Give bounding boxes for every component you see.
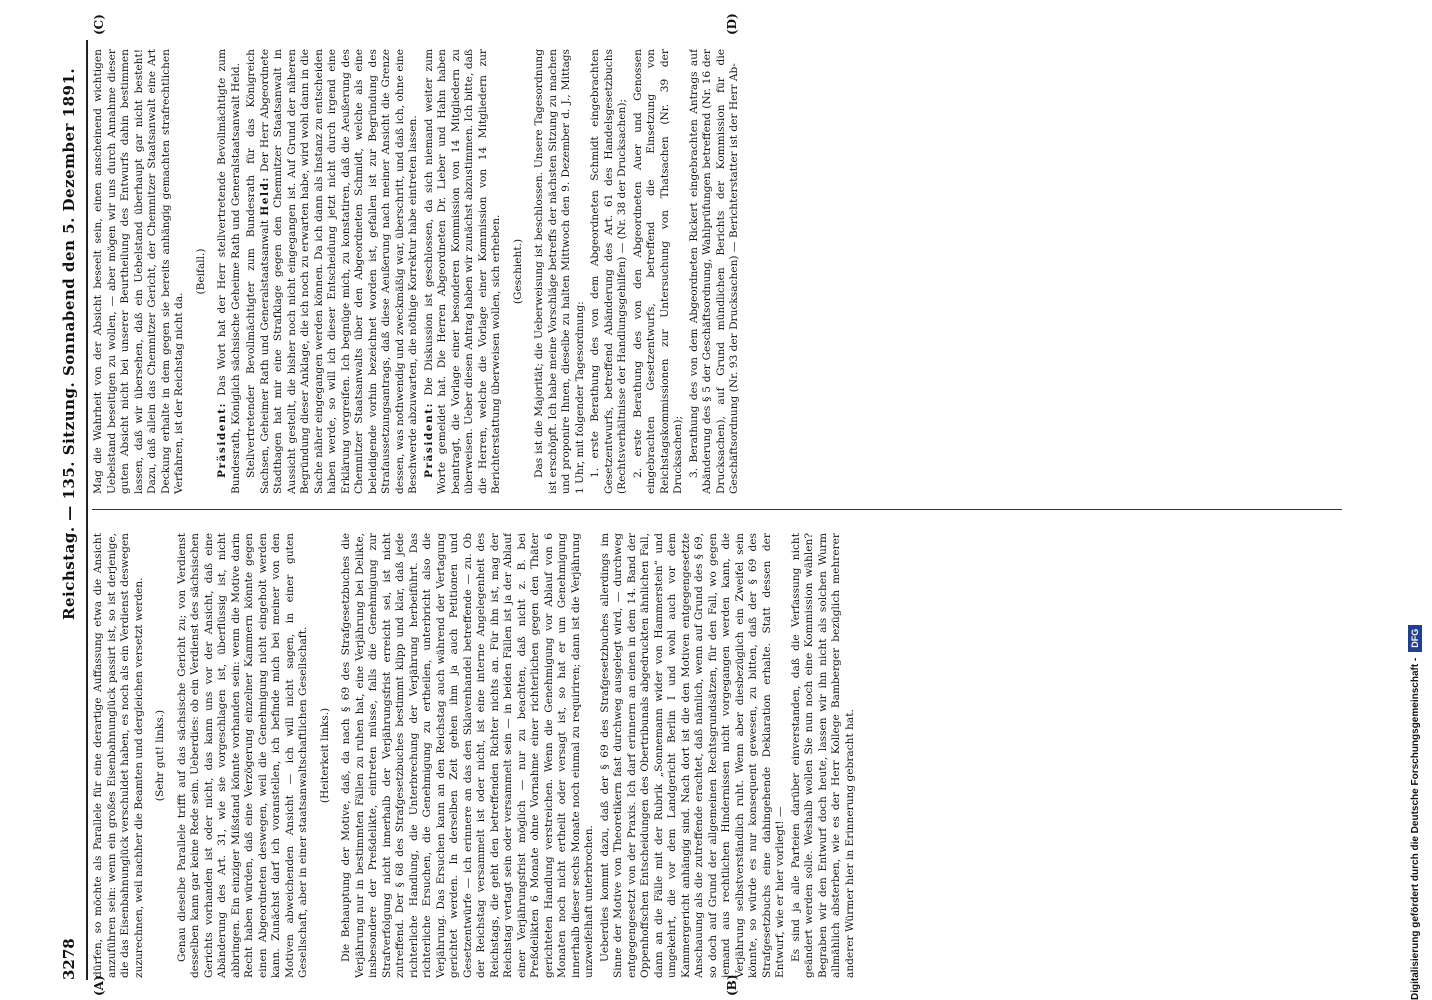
credit-text: Digitalisierung gefördert durch die Deutsche Forschungsgemeinschaft - bbox=[1410, 657, 1421, 1000]
paragraph: Das ist die Majorität; die Ueberweisung ist beschlossen. Unsere Tagesordnung ist erschöpft. Ich habe meine Vorschläge betreffs der nächsten Sitzung zu machen und proponire Ihnen, dieselbe zu halten Mittwoch den 9. Dezember d. J., Mittags 1 Uhr, mit folgender Tagesordnung: bbox=[533, 49, 586, 494]
paragraph: Mag die Wahrheit von der Absicht beseelt sein, einen anscheinend wichtigen Uebelstand beseitigen zu wollen, — aber mögen wir uns durch Annahme dieser guten Absicht nicht bei unserer Beurtheilung des Entwurfs dahin bestimmen lassen, daß wir übersehen, daß ein Uebelstand überhaupt gar nicht besteht! Dazu, daß allein das Chemnitzer Gericht, der Chemnitzer Staatsanwalt eine Art Deckung erhalte in dem gegen sie bereits anhängig gemachten strafrechtlichen Verfahren, ist der Reichstag nicht da. bbox=[92, 49, 185, 494]
speaker-label: Präsident: bbox=[216, 401, 228, 478]
agenda-item: 3. Berathung des von dem Abgeordneten Rickert eingebrachten Antrags auf Abänderung des § 5 der Geschäftsordnung, Wahlprüfungen betreffend (Nr. 16 der Drucksachen), auf Grund mündlichen Berichts der Kommission für die Geschäftsordnung (Nr. 93 der Drucksachen) — Berichterstatter ist der Herr Ab- bbox=[687, 49, 740, 494]
speech-text: Das Wort hat der Herr stellvertretende Bevollmächtigte zum Bundesrath, Königlich sächsische Geheime Rath und Generalstaatsanwalt Held. bbox=[216, 49, 242, 494]
paragraph: Genau dieselbe Parallele trifft auf das sächsische Gericht zu; von Verdienst desselben kann gar keine Rede sein. Ueberdies: ob ein Verdienst des sächsischen Gerichts vorhanden ist oder nicht, das kann uns vor der Ansicht, daß eine Abänderung des Art. 31, wie sie vorgeschlagen ist, überflüssig ist, nicht abbringen. Ein einziger Mißstand könnte vorhanden sein: wenn die Motive darin Recht haben würden, daß eine Verzögerung einzelner Kammern könnte gegen einen Abgeordneten deswegen, weil die Genehmigung nicht eingeholt werden kann. Zunächst darf ich voranstellen, ich befinde mich bei meiner von den Motiven abweichenden Ansicht — ich will nicht sagen, in einer guten Gesellschaft, aber in einer staatsanwaltschaftlichen Gesellschaft. bbox=[175, 533, 309, 978]
laughter-note: (Heiterkeit links.) bbox=[318, 707, 331, 804]
right-column bbox=[92, 49, 1342, 494]
paragraph: Es sind ja alle Parteien darüber einverstanden, daß die Verfassung nicht geändert werden solle. Weshalb wollen Sie nun noch eine Kommission wählen? Begraben wir den Entwurf doch heute, lassen wir ihn nicht als solchen Wurm allmählich absterben, wie es der Herr Kollege Bamberger bezüglich mehrerer anderer Würmer hier in Erinnerung gebracht hat. bbox=[789, 533, 856, 978]
dfg-logo: DFG bbox=[1408, 625, 1422, 652]
applause-note: (Beifall.) bbox=[194, 248, 207, 295]
agenda-item: 1. erste Berathung des von dem Abgeordneten Schmidt eingebrachten Gesetzentwurfs, betreffend Abänderung des Art. 61 des Handelsgesetzbuchs (Rechtsverhältnisse der Handlungsgehilfen) — (Nr. 38 der Drucksachen); bbox=[589, 49, 628, 494]
margin-mark-a: (A) bbox=[92, 975, 106, 996]
margin-mark-b: (B) bbox=[725, 974, 739, 996]
applause-note: (Sehr gut! links.) bbox=[154, 709, 166, 802]
digitization-credit bbox=[1405, 500, 1427, 1000]
speaker-label: Held: bbox=[258, 176, 271, 216]
paragraph: Die Behauptung der Motive, daß, da nach § 69 des Strafgesetzbuches die Verjährung nur in bestimmten Fällen zu ruhen hat, eine Verjährung bei Delikte, insbesondere der Preßdelikte, eintreten müsse, falls die Genehmigung zur Strafverfolgung nicht innerhalb der Verjährungsfrist erreicht sei, ist nicht zutreffend. Der § 68 des Strafgesetzbuches bestimmt klipp und klar, daß jede richterliche Handlung, die Unterbrechung der Verjährung herbeiführt. Das richterliche Ersuchen, die Genehmigung zu ertheilen, unterbricht also die Verjährung. Das Ersuchen kann an den Reichstag auch während der Vertagung gerichtet werden. In derselben Zeit gehen ihm ja auch Petitionen und Gesetzentwürfe — ich erinnere an das den Sklavenhandel betreffende — zu. Ob der Reichstag versammelt ist oder nicht, ist eine interne Angelegenheit des Reichstags, die geht den betreffenden Richter nichts an. Für ihn ist, mag der Reichstag vertagt sein oder versammelt sein — in beiden Fällen ist ja der Ablauf einer Verjährungsfrist möglich — nur zu beachten, daß nicht z. B. bei Preßdelikten 6 Monate ohne Vornahme einer richterlichen gegen den Thäter gerichteten Handlung verstreichen. Wenn die Genehmigung vor Ablauf von 6 Monaten noch nicht ertheilt oder versagt ist, so hat er um Genehmigung innerhalb dieser sechs Monate noch einmal zu requiriren; dann ist die Verjährung unzweifelhaft unterbrochen. bbox=[340, 533, 595, 978]
speech-president bbox=[216, 49, 243, 494]
speaker-label: Präsident: bbox=[422, 401, 435, 478]
speech-text: Die Diskussion ist geschlossen, da sich niemand weiter zum Worte gemeldet hat. Die Herren Abgeordneten Dr. Lieber und Hahn haben beantragt, die Vorlage einer besonderen Kommission von 14 Mitgliedern zu überweisen. Ueber diesen Antrag haben wir zunächst abzustimmen. Ich bitte, daß die Herren, welche die Vorlage einer Kommission von 14 Mitgliedern zur Berichterstattung überweisen wollen, sich erheben. bbox=[422, 49, 502, 494]
paragraph: dürfen, so möchte als Parallele für eine derartige Auffassung etwa die Ansicht anzuführen sein: wenn ein großes Eisenbahnunglück passirt ist, so ist derjenige, die das Eisenbahnunglück verschuldet haben, es noch als ein Verdienst deswegen zuzurechnen, weil nachher die Beamten und dergleichen versetzt werden. bbox=[92, 533, 145, 978]
speech-held bbox=[245, 49, 421, 494]
speaker-title: Stellvertretender Bevollmächtigter zum Bundesrath für das Königreich Sachsen, Geheimer Rath und Generalstaatsanwalt bbox=[245, 49, 271, 494]
header-rule bbox=[86, 40, 88, 980]
speech-text: Der Herr Abgeordnete Stadthagen hat mir eine Strafklage gegen den Chemnitzer Staatsanwalt in Aussicht gestellt, die bisher noch nicht eingegangen ist. Auf Grund der näheren Begründung dieser Anklage, die ich noch zu erwarten habe, wird wohl dann in die Sache näher eingegangen werden können. Da ich dann als Instanz zu entscheiden haben werde, so will ich dieser Entscheidung jetzt nicht durch irgend eine Erklärung vorgreifen. Ich begnüge mich, zu konstatiren, daß die Aeußerung des Chemnitzer Staatsanwalts über den Abgeordneten Schmidt, welche als eine beleidigende vorhin bezeichnet worden ist, gefallen ist zur Begründung des Strafaussetzungsantrags, daß diese Aeußerung nach meiner Ansicht die Grenze dessen, was nothwendig und zweckmäßig war, überschritt, und daß ich, ohne eine Beschwerde abzuwarten, die nöthige Korrektur habe eintreten lassen. bbox=[258, 49, 419, 494]
margin-mark-c: (C) bbox=[92, 14, 106, 35]
agenda-item: 2. erste Berathung des von den Abgeordneten Auer und Genossen eingebrachten Gesetzentwurfs, betreffend die Einsetzung von Reichstagskommissionen zur Untersuchung von Thatsachen (Nr. 39 der Drucksachen); bbox=[631, 49, 684, 494]
page-header-title: Reichstag. — 135. Sitzung. Sonnabend den 5. Dezember 1891. bbox=[60, 67, 78, 620]
left-column bbox=[92, 533, 1342, 978]
column-divider bbox=[92, 509, 1342, 510]
page-number: 3278 bbox=[60, 938, 78, 980]
margin-mark-d: (D) bbox=[725, 13, 739, 35]
paragraph: Ueberdies kommt dazu, daß der § 69 des Strafgesetzbuches allerdings im Sinne der Motive von Theoretikern fast durchweg ausgelegt wird, — durchweg entgegengesetzt von der Praxis. Ich darf erinnern an einen in dem 14. Band der Oppenhoffschen Entscheidungen des Obertribunals abgedruckten ähnlichen Fall, dann an die Fälle mit der Rubrik „Sonnemann wider von Hammerstein“ und umgekehrt, die vor dem Landgericht Berlin I und wohl auch vor dem Kammergericht anhängig sind. Nach dort ist die den Motiven entgegengesetzte Anschauung als die zutreffende erachtet, daß nämlich, wenn auf Grund des § 69, so doch auf Grund der allgemeinen Rechtsgrundsätzen, für den Fall, wo gegen jemand aus rechtlichen Hindernissen nicht vorgegangen werden kann, die Verjährung selbstverständlich ruht. Wenn aber diesbezüglich ein Zweifel sein könnte, so würde es nur konsequent gewesen, zu bitten, daß der § 69 des Strafgesetzbuchs eine dahingehende Deklaration erhalte. Statt dessen der Entwurf, wie er hier vorliegt! — bbox=[598, 533, 786, 978]
action-note: (Geschieht.) bbox=[511, 238, 524, 305]
speech-president bbox=[423, 49, 504, 494]
